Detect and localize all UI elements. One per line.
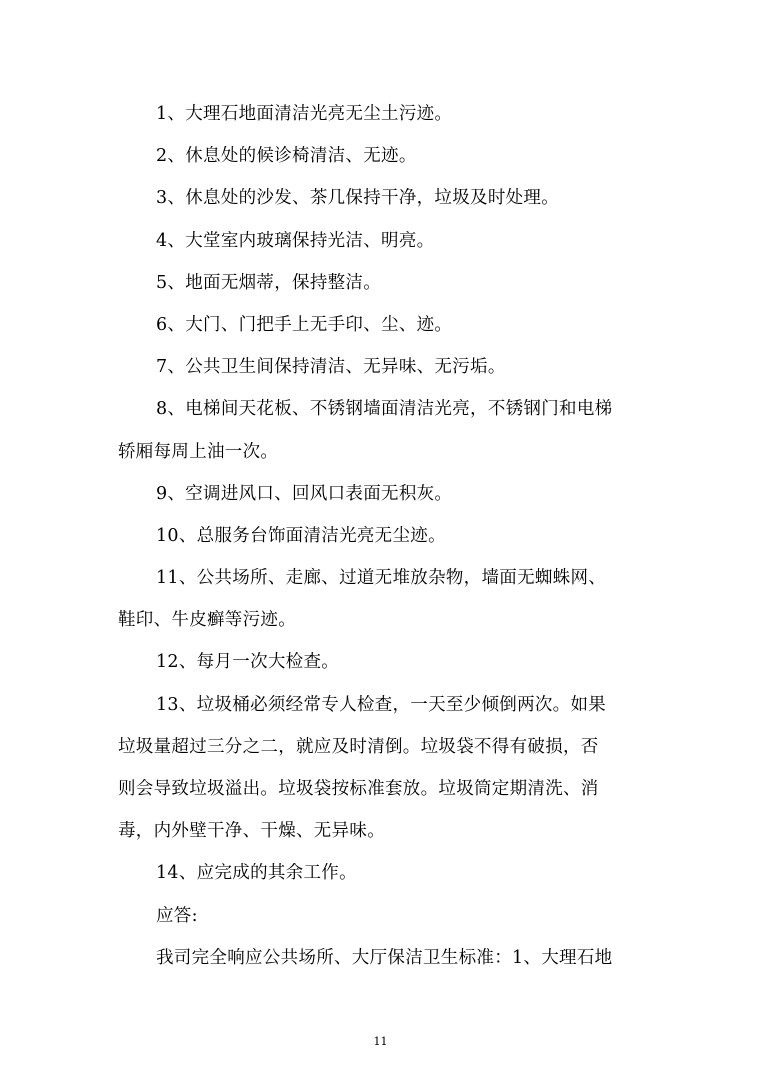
list-item-1: 1、大理石地面清洁光亮无尘土污迹。: [156, 104, 453, 124]
list-item-6: 6、大门、门把手上无手印、尘、迹。: [156, 314, 453, 335]
response-heading: 应答:: [156, 905, 198, 926]
list-item-9: 9、空调进风口、回风口表面无积灰。: [156, 483, 453, 504]
list-item-10: 10、总服务台饰面清洁光亮无尘迹。: [156, 525, 446, 546]
list-item-8-continuation: 轿厢每周上油一次。: [118, 441, 279, 462]
list-item-12: 12、每月一次大检查。: [156, 652, 340, 673]
document-body: [118, 93, 638, 979]
list-item-8: 8、电梯间天花板、不锈钢墙面清洁光亮，不锈钢门和电梯: [156, 399, 613, 420]
response-paragraph: 我司完全响应公共场所、大厅保洁卫生标准：1、大理石地: [156, 947, 613, 968]
list-item-14: 14、应完成的其余工作。: [156, 863, 357, 884]
list-item-7: 7、公共卫生间保持清洁、无异味、无污垢。: [156, 357, 506, 378]
list-item-13-continuation: 垃圾量超过三分之二，就应及时清倒。垃圾袋不得有破损，否: [118, 736, 599, 757]
list-item-13: 13、垃圾桶必须经常专人检查，一天至少倾倒两次。如果: [156, 694, 607, 715]
list-item-4: 4、大堂室内玻璃保持光洁、明亮。: [156, 230, 435, 251]
list-item-11-continuation: 鞋印、牛皮癣等污迹。: [118, 610, 296, 631]
list-item-5: 5、地面无烟蒂，保持整洁。: [156, 272, 382, 293]
list-item-13-continuation: 毒，内外壁干净、干燥、无异味。: [118, 821, 385, 842]
list-item-11: 11、公共场所、走廊、过道无堆放杂物，墙面无蜘蛛网、: [156, 568, 607, 589]
list-item-13-continuation: 则会导致垃圾溢出。垃圾袋按标准套放。垃圾筒定期清洗、消: [118, 779, 599, 799]
page-number: 11: [373, 1035, 388, 1048]
list-item-3: 3、休息处的沙发、茶几保持干净，垃圾及时处理。: [156, 188, 560, 209]
list-item-2: 2、休息处的候诊椅清洁、无迹。: [156, 146, 417, 167]
